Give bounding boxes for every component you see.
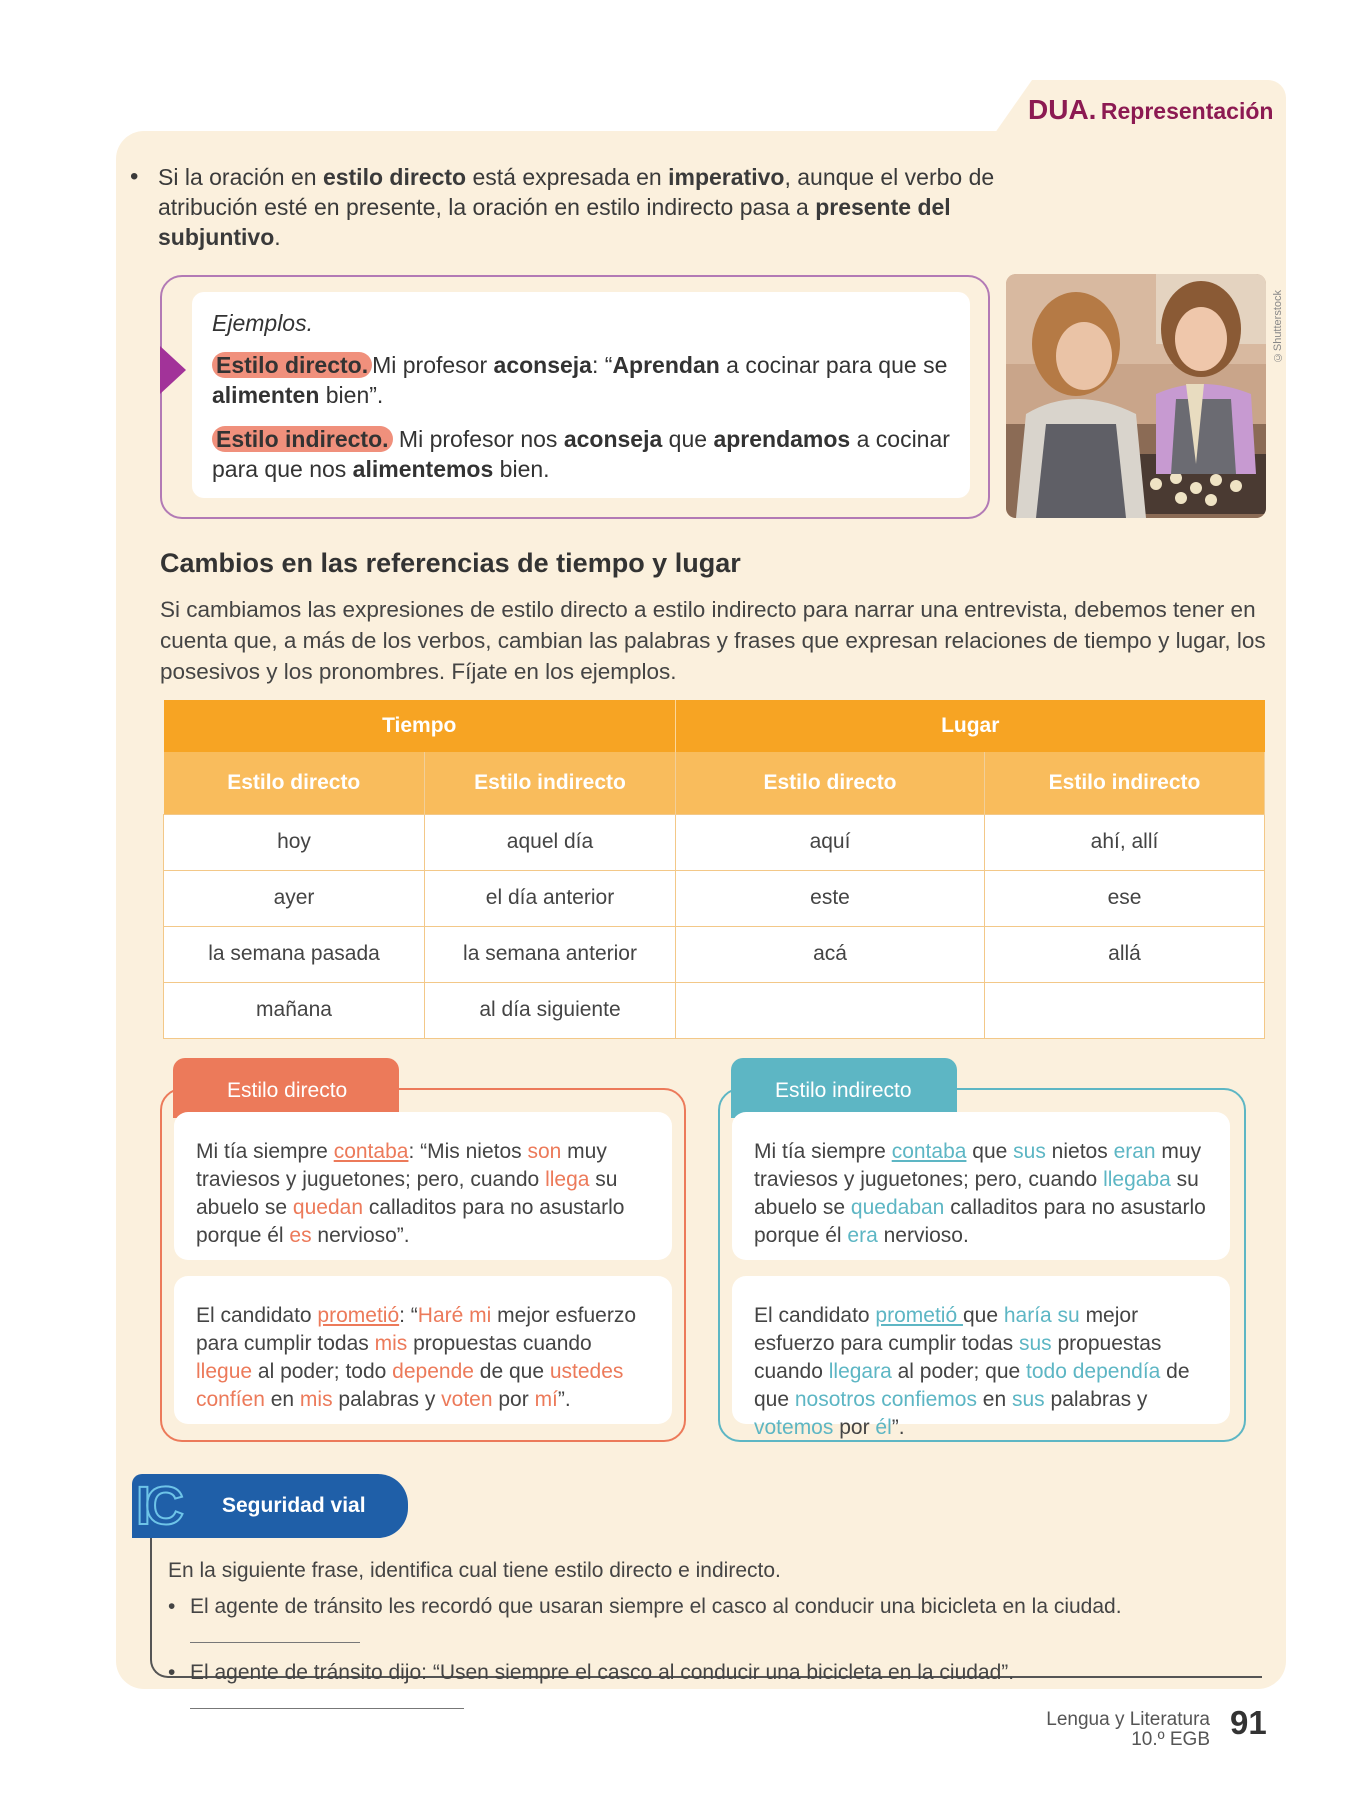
table-cell: aquel día xyxy=(425,814,676,870)
highlighted-word: era xyxy=(847,1224,878,1247)
table-cell: al día siguiente xyxy=(425,982,676,1038)
text-segment: muy traviesos y juguetones; pero, cuando xyxy=(754,1140,1202,1191)
group-tiempo: Tiempo xyxy=(164,700,676,752)
highlighted-word: quedan xyxy=(292,1196,363,1219)
text-segment: nervioso. xyxy=(877,1224,969,1247)
highlighted-word: ustedes confíen xyxy=(196,1360,624,1411)
page-number: 91 xyxy=(1230,1704,1267,1741)
text-segment: por xyxy=(492,1388,535,1411)
text-segment: mejor esfuerzo para cumplir todas xyxy=(754,1304,1139,1355)
list-item: • El agente de tránsito les recordó que usaran siempre el casco al conducir una bicicleta en la ciudad. xyxy=(168,1592,1268,1652)
text-segment: al poder; todo xyxy=(252,1360,393,1383)
highlighted-word: quedaban xyxy=(850,1196,945,1219)
table-cell: mañana xyxy=(164,982,425,1038)
text-segment: propuestas cuando xyxy=(407,1332,592,1355)
highlighted-word: prometió xyxy=(875,1304,963,1327)
highlighted-word: sus xyxy=(1012,1388,1045,1411)
highlighted-word: mis xyxy=(299,1388,333,1411)
indirect-card-1 xyxy=(732,1112,1230,1260)
text-segment: su abuelo se xyxy=(754,1168,1199,1219)
text-segment: de que xyxy=(754,1360,1190,1411)
table-row xyxy=(164,926,1265,982)
seguridad-title: Seguridad vial xyxy=(222,1494,366,1517)
highlighted-word: votemos xyxy=(754,1416,834,1439)
dua-heading: DUA. Representación xyxy=(1028,94,1274,125)
text-segment: ”. xyxy=(557,1388,571,1411)
highlighted-word: llegue xyxy=(196,1360,253,1383)
table-cell: hoy xyxy=(164,814,425,870)
highlighted-word: haría su xyxy=(1003,1304,1080,1327)
list-item: • El agente de tránsito dijo: “Usen siempre el casco al conducir una bicicleta en la ciudad”. xyxy=(168,1658,1268,1718)
example-indirect: Estilo indirecto. Mi profesor nos aconseja que aprendamos a cocinar para que nos alimentemos bien. xyxy=(212,426,950,482)
text-segment: : “ xyxy=(399,1304,418,1327)
indirect-box-tab: Estilo indirecto xyxy=(731,1058,957,1118)
text-segment: nietos xyxy=(1045,1140,1114,1163)
table-row xyxy=(164,982,1265,1038)
text-segment: ”. xyxy=(891,1416,905,1439)
text-segment: su abuelo se xyxy=(196,1168,618,1219)
column-header: Estilo directo xyxy=(164,752,425,814)
highlighted-word: es xyxy=(289,1224,312,1247)
text-segment: El candidato xyxy=(754,1304,876,1327)
text-segment: que xyxy=(962,1304,1004,1327)
table-cell: la semana anterior xyxy=(425,926,676,982)
highlighted-word: llegaba xyxy=(1103,1168,1171,1191)
table-cell: aquí xyxy=(676,814,985,870)
direct-card-1 xyxy=(174,1112,672,1260)
examples-title: Ejemplos. xyxy=(212,310,313,336)
table-cell: acá xyxy=(676,926,985,982)
text-segment: en xyxy=(976,1388,1012,1411)
highlighted-word: prometió xyxy=(317,1304,400,1327)
text-segment: al poder; que xyxy=(891,1360,1027,1383)
group-lugar: Lugar xyxy=(676,700,1265,752)
highlighted-word: él xyxy=(875,1416,892,1439)
footer-subject: Lengua y Literatura 10.º EGB xyxy=(1046,1709,1210,1750)
highlighted-word: contaba xyxy=(891,1140,967,1163)
cooking-girls-photo xyxy=(1006,274,1266,518)
column-header: Estilo directo xyxy=(676,752,985,814)
text-segment: que xyxy=(966,1140,1014,1163)
highlighted-word: todo dependía xyxy=(1026,1360,1161,1383)
highlighted-word: sus xyxy=(1018,1332,1052,1355)
text-segment: : “Mis nietos xyxy=(408,1140,528,1163)
text-segment: calladitos para no asustarlo porque él xyxy=(196,1196,625,1247)
section-text: Si cambiamos las expresiones de estilo directo a estilo indirecto para narrar una entrevista, debemos tener en cuenta que, a más de los verbos, cambian las palabras y frases que expresan relaciones de tiempo y lugar, los posesivos y los pronombres. Fíjate en los ejemplos. xyxy=(160,597,1266,684)
table-row xyxy=(164,814,1265,870)
examples-text xyxy=(212,308,962,498)
example-direct: Estilo directo. Mi profesor aconseja: “Aprendan a cocinar para que se alimenten bien”. xyxy=(212,352,948,408)
text-segment: muy traviesos y juguetones; pero, cuando xyxy=(196,1140,607,1191)
column-header: Estilo indirecto xyxy=(985,752,1265,814)
text-segment: nervioso”. xyxy=(311,1224,410,1247)
highlighted-word: sus xyxy=(1013,1140,1046,1163)
intro-paragraph: • Si la oración en estilo directo está expresada en imperativo, aunque el verbo de atribución esté en presente, la oración en estilo indirecto pasa a presente del subjuntivo. xyxy=(130,163,995,250)
highlighted-word: Haré mi xyxy=(417,1304,492,1327)
text-segment: por xyxy=(833,1416,876,1439)
highlighted-word: voten xyxy=(441,1388,493,1411)
direct-box-tab: Estilo directo xyxy=(173,1058,399,1118)
column-header: Estilo indirecto xyxy=(425,752,676,814)
ic-badge: IC xyxy=(136,1476,178,1536)
highlighted-word: contaba xyxy=(333,1140,409,1163)
play-arrow-icon xyxy=(160,346,186,394)
seguridad-instruction: En la siguiente frase, identifica cual tiene estilo directo e indirecto. xyxy=(168,1559,781,1582)
table-row xyxy=(164,870,1265,926)
text-segment: en xyxy=(264,1388,300,1411)
highlighted-word: mis xyxy=(374,1332,408,1355)
text-segment: mejor esfuerzo para cumplir todas xyxy=(196,1304,637,1355)
table-cell: el día anterior xyxy=(425,870,676,926)
highlighted-word: son xyxy=(527,1140,562,1163)
bullet: • xyxy=(130,163,139,190)
table-cell: la semana pasada xyxy=(164,926,425,982)
text-segment: palabras y xyxy=(332,1388,442,1411)
table-cell xyxy=(985,982,1265,1038)
highlighted-word: nosotros confiemos xyxy=(794,1388,977,1411)
answer-blank[interactable] xyxy=(190,1691,464,1709)
indirect-card-2 xyxy=(732,1276,1230,1439)
table-cell: ese xyxy=(985,870,1265,926)
highlighted-word: depende xyxy=(392,1360,474,1383)
highlighted-word: mí xyxy=(534,1388,558,1411)
text-segment: Mi tía siempre xyxy=(754,1140,892,1163)
highlighted-word: llega xyxy=(545,1168,590,1191)
text-segment: propuestas cuando xyxy=(754,1332,1162,1383)
text-segment: de que xyxy=(473,1360,550,1383)
highlighted-word: eran xyxy=(1113,1140,1156,1163)
table-cell: ahí, allí xyxy=(985,814,1265,870)
table-cell: allá xyxy=(985,926,1265,982)
references-table xyxy=(163,700,1265,1039)
direct-card-2 xyxy=(174,1276,672,1424)
text-segment: Mi tía siempre xyxy=(196,1140,334,1163)
text-segment: El candidato xyxy=(196,1304,318,1327)
highlighted-word: llegara xyxy=(828,1360,892,1383)
photo-credit: ©Shutterstock xyxy=(1272,290,1284,364)
table-cell: este xyxy=(676,870,985,926)
table-cell xyxy=(676,982,985,1038)
text-segment: calladitos para no asustarlo porque él xyxy=(754,1196,1206,1247)
seguridad-content xyxy=(168,1556,1268,1718)
table-cell: ayer xyxy=(164,870,425,926)
text-segment: palabras y xyxy=(1044,1388,1148,1411)
answer-blank[interactable] xyxy=(190,1625,360,1643)
section-title: Cambios en las referencias de tiempo y lugar xyxy=(160,548,741,578)
